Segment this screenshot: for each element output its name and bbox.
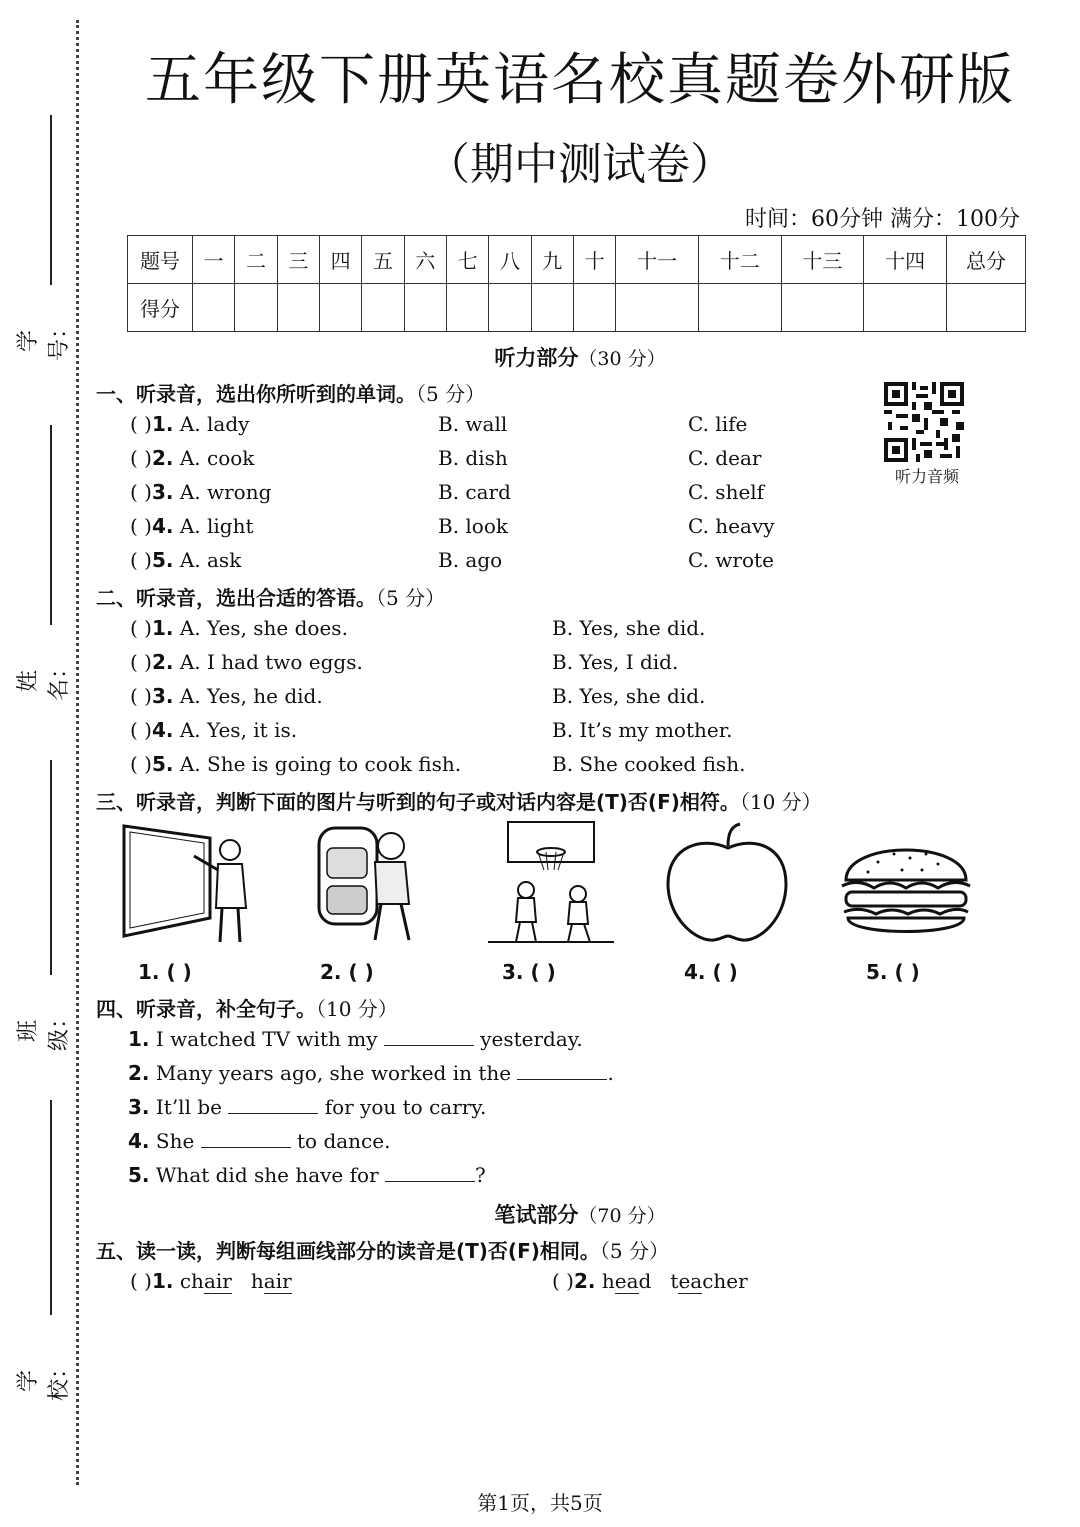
option-a: A. lady (179, 412, 250, 436)
option-a: A. I had two eggs. (179, 650, 363, 674)
picture-answer-5[interactable] (866, 960, 920, 984)
picture-label: 1. ( ) (138, 960, 192, 984)
option-a: A. light (179, 514, 254, 538)
table-header-cell: 六 (404, 236, 446, 284)
section1-points: （5 分） (416, 382, 486, 406)
picture-label: 5. ( ) (866, 960, 920, 984)
score-cell[interactable] (404, 284, 446, 332)
table-header-cell: 四 (319, 236, 361, 284)
option-b: B. ago (438, 548, 503, 572)
option-b: B. card (438, 480, 511, 504)
page-footer: 第1页，共5页 (477, 1491, 603, 1515)
class-label: 班级： (16, 1006, 72, 1051)
section5-title (96, 1235, 669, 1264)
score-cell[interactable] (573, 284, 615, 332)
section4-title-text: 四、听录音，补全句子。 (96, 997, 316, 1021)
sentence-before: She (155, 1129, 195, 1153)
answer-paren[interactable]: ( ) (130, 480, 152, 504)
word-part: d (638, 1269, 652, 1293)
item-number: 5. (151, 752, 174, 776)
section2-item (130, 684, 323, 708)
boy-heavy-backpack-illustration (305, 818, 425, 948)
section4-item (128, 1061, 614, 1085)
section5-points: （5 分） (599, 1239, 669, 1263)
word-2 (251, 1269, 292, 1294)
option-b: B. look (438, 514, 509, 538)
underlined-part: air (203, 1269, 232, 1293)
underlined-part: ea (614, 1269, 639, 1293)
score-table (127, 235, 1026, 332)
section2-title-text: 二、听录音，选出合适的答语。 (96, 586, 376, 610)
table-header-cell: 题号 (128, 236, 193, 284)
word-part: h (250, 1269, 264, 1293)
name-label: 姓名： (16, 656, 72, 701)
picture-answer-3[interactable] (502, 960, 556, 984)
score-cell[interactable] (616, 284, 699, 332)
section4-points: （10 分） (316, 997, 398, 1021)
score-cell[interactable] (947, 284, 1026, 332)
option-c: C. shelf (688, 480, 765, 504)
page-subtitle: （期中测试卷） (426, 139, 734, 190)
score-cell[interactable] (698, 284, 781, 332)
section2-points: （5 分） (376, 586, 446, 610)
sentence-after: yesterday. (480, 1027, 583, 1051)
option-b: B. Yes, she did. (552, 616, 706, 640)
answer-paren[interactable]: ( ) (130, 650, 152, 674)
option-c: C. dear (688, 446, 762, 470)
option-b: B. It’s my mother. (552, 718, 733, 742)
section5-title-text: 五、读一读，判断每组画线部分的读音是(T)否(F)相同。 (96, 1239, 600, 1263)
score-cell[interactable] (235, 284, 277, 332)
answer-paren[interactable]: ( ) (130, 684, 152, 708)
word-part: ch (179, 1269, 204, 1293)
sentence-after: ? (475, 1163, 486, 1187)
option-b: B. Yes, she did. (552, 684, 706, 708)
table-header-cell: 二 (235, 236, 277, 284)
item-number: 4. (128, 1129, 150, 1153)
table-header-cell: 八 (489, 236, 531, 284)
page-title: 五年级下册英语名校真题卷外研版 (145, 48, 1015, 113)
sentence-after: . (607, 1061, 614, 1085)
listening-header-points: （30 分） (578, 348, 666, 370)
item-number: 4. (151, 718, 174, 742)
section2-item (130, 718, 297, 742)
section1-item (130, 514, 254, 538)
option-b: B. wall (438, 412, 508, 436)
qr-label: 听力音频 (894, 467, 959, 486)
section2-item (130, 752, 461, 776)
option-c: C. heavy (688, 514, 775, 538)
section4-item (128, 1129, 390, 1153)
option-b: B. She cooked fish. (552, 752, 746, 776)
section4-title (96, 993, 398, 1022)
fill-blank[interactable] (384, 1027, 474, 1046)
item-number: 1. (151, 412, 174, 436)
section1-item (130, 480, 271, 504)
picture-label: 4. ( ) (684, 960, 738, 984)
sentence-before: Many years ago, she worked in the (155, 1061, 512, 1085)
item-number: 3. (151, 684, 174, 708)
table-header-cell: 总分 (947, 236, 1026, 284)
sentence-before: What did she have for (155, 1163, 379, 1187)
table-header-cell: 三 (277, 236, 319, 284)
answer-paren[interactable]: ( ) (130, 548, 152, 572)
fill-blank[interactable] (517, 1061, 607, 1080)
section5-item (130, 1269, 292, 1293)
qr-code-icon[interactable] (884, 382, 964, 462)
time-info: 时间：60分钟 满分：100分 (745, 207, 1020, 232)
answer-paren[interactable]: ( ) (130, 446, 152, 470)
option-b: B. dish (438, 446, 508, 470)
underlined-part: air (263, 1269, 292, 1293)
item-number: 1. (151, 1269, 174, 1293)
listening-header-label: 听力部分 (494, 346, 579, 370)
picture-answer-2[interactable] (320, 960, 374, 984)
answer-paren[interactable]: ( ) (130, 514, 152, 538)
score-cell[interactable] (781, 284, 864, 332)
option-a: A. Yes, she does. (179, 616, 348, 640)
writing-header-points: （70 分） (578, 1205, 666, 1227)
option-c: C. life (688, 412, 748, 436)
word-part: cher (702, 1269, 748, 1293)
section5-item (552, 1269, 748, 1293)
sentence-before: I watched TV with my (155, 1027, 378, 1051)
word-part: h (601, 1269, 615, 1293)
sentence-after: to dance. (297, 1129, 391, 1153)
word-part: t (670, 1269, 679, 1293)
item-number: 2. (151, 650, 174, 674)
score-cell[interactable] (362, 284, 404, 332)
score-cell[interactable] (193, 284, 235, 332)
item-number: 1. (128, 1027, 150, 1051)
section3-title-text: 三、听录音，判断下面的图片与听到的句子或对话内容是(T)否(F)相符。 (96, 790, 740, 814)
picture-label: 2. ( ) (320, 960, 374, 984)
score-table-header-row (128, 236, 1026, 284)
section1-title (96, 378, 485, 407)
picture-answer-4[interactable] (684, 960, 738, 984)
section1-item (130, 446, 254, 470)
section2-item (130, 650, 363, 674)
score-cell[interactable] (531, 284, 573, 332)
answer-paren[interactable]: ( ) (130, 412, 152, 436)
table-header-cell: 九 (531, 236, 573, 284)
binding-dotted-line (76, 20, 79, 1485)
option-a: A. She is going to cook fish. (179, 752, 462, 776)
option-a: A. cook (179, 446, 255, 470)
section4-item (128, 1163, 486, 1187)
section3-points: （10 分） (739, 790, 822, 814)
option-a: A. Yes, it is. (179, 718, 298, 742)
table-header-cell: 七 (446, 236, 488, 284)
section1-item (130, 412, 249, 436)
section2-title (96, 582, 445, 611)
table-header-cell: 十二 (698, 236, 781, 284)
section4-item (128, 1095, 486, 1119)
word-1 (180, 1269, 232, 1294)
item-number: 3. (151, 480, 174, 504)
student-id-label: 学号： (16, 316, 72, 361)
listening-section-header (0, 342, 1080, 372)
option-a: A. Yes, he did. (179, 684, 323, 708)
table-header-cell: 十三 (781, 236, 864, 284)
score-cell[interactable] (489, 284, 531, 332)
answer-paren[interactable]: ( ) (130, 718, 152, 742)
item-number: 2. (151, 446, 174, 470)
table-header-cell: 五 (362, 236, 404, 284)
score-cell[interactable] (864, 284, 947, 332)
word-1 (602, 1269, 651, 1294)
score-cell[interactable] (277, 284, 319, 332)
item-number: 5. (151, 548, 174, 572)
apple-illustration (662, 818, 792, 948)
item-number: 2. (573, 1269, 596, 1293)
table-header-cell: 十一 (616, 236, 699, 284)
writing-header-label: 笔试部分 (494, 1203, 579, 1227)
sentence-before: It’ll be (155, 1095, 222, 1119)
answer-paren[interactable]: ( ) (130, 752, 152, 776)
item-number: 5. (128, 1163, 150, 1187)
section2-item (130, 616, 348, 640)
item-number: 1. (151, 616, 174, 640)
sentence-after: for you to carry. (324, 1095, 487, 1119)
score-cell[interactable] (446, 284, 488, 332)
item-number: 2. (128, 1061, 150, 1085)
school-label: 学校： (16, 1356, 72, 1401)
item-number: 4. (151, 514, 174, 538)
basketball-players-illustration (486, 818, 616, 948)
class-line (50, 760, 52, 975)
answer-paren[interactable]: ( ) (130, 1269, 152, 1293)
fill-blank[interactable] (228, 1095, 318, 1114)
section4-item (128, 1027, 583, 1051)
picture-label: 3. ( ) (502, 960, 556, 984)
section3-title (96, 786, 822, 815)
answer-paren[interactable]: ( ) (552, 1269, 574, 1293)
item-number: 3. (128, 1095, 150, 1119)
hamburger-illustration (838, 818, 973, 948)
teacher-blackboard-illustration (118, 818, 258, 948)
section1-item (130, 548, 241, 572)
option-a: A. ask (179, 548, 242, 572)
word-2 (670, 1269, 747, 1294)
underlined-part: ea (678, 1269, 703, 1293)
name-line (50, 425, 52, 625)
option-b: B. Yes, I did. (552, 650, 679, 674)
option-c: C. wrote (688, 548, 774, 572)
answer-paren[interactable]: ( ) (130, 616, 152, 640)
table-header-cell: 一 (193, 236, 235, 284)
fill-blank[interactable] (201, 1129, 291, 1148)
option-a: A. wrong (179, 480, 272, 504)
writing-section-header (0, 1199, 1080, 1229)
table-header-cell: 十四 (864, 236, 947, 284)
score-row-label: 得分 (128, 284, 193, 332)
score-table-score-row (128, 284, 1026, 332)
score-cell[interactable] (319, 284, 361, 332)
picture-answer-1[interactable] (138, 960, 192, 984)
section1-title-text: 一、听录音，选出你所听到的单词。 (96, 382, 416, 406)
table-header-cell: 十 (573, 236, 615, 284)
fill-blank[interactable] (385, 1163, 475, 1182)
